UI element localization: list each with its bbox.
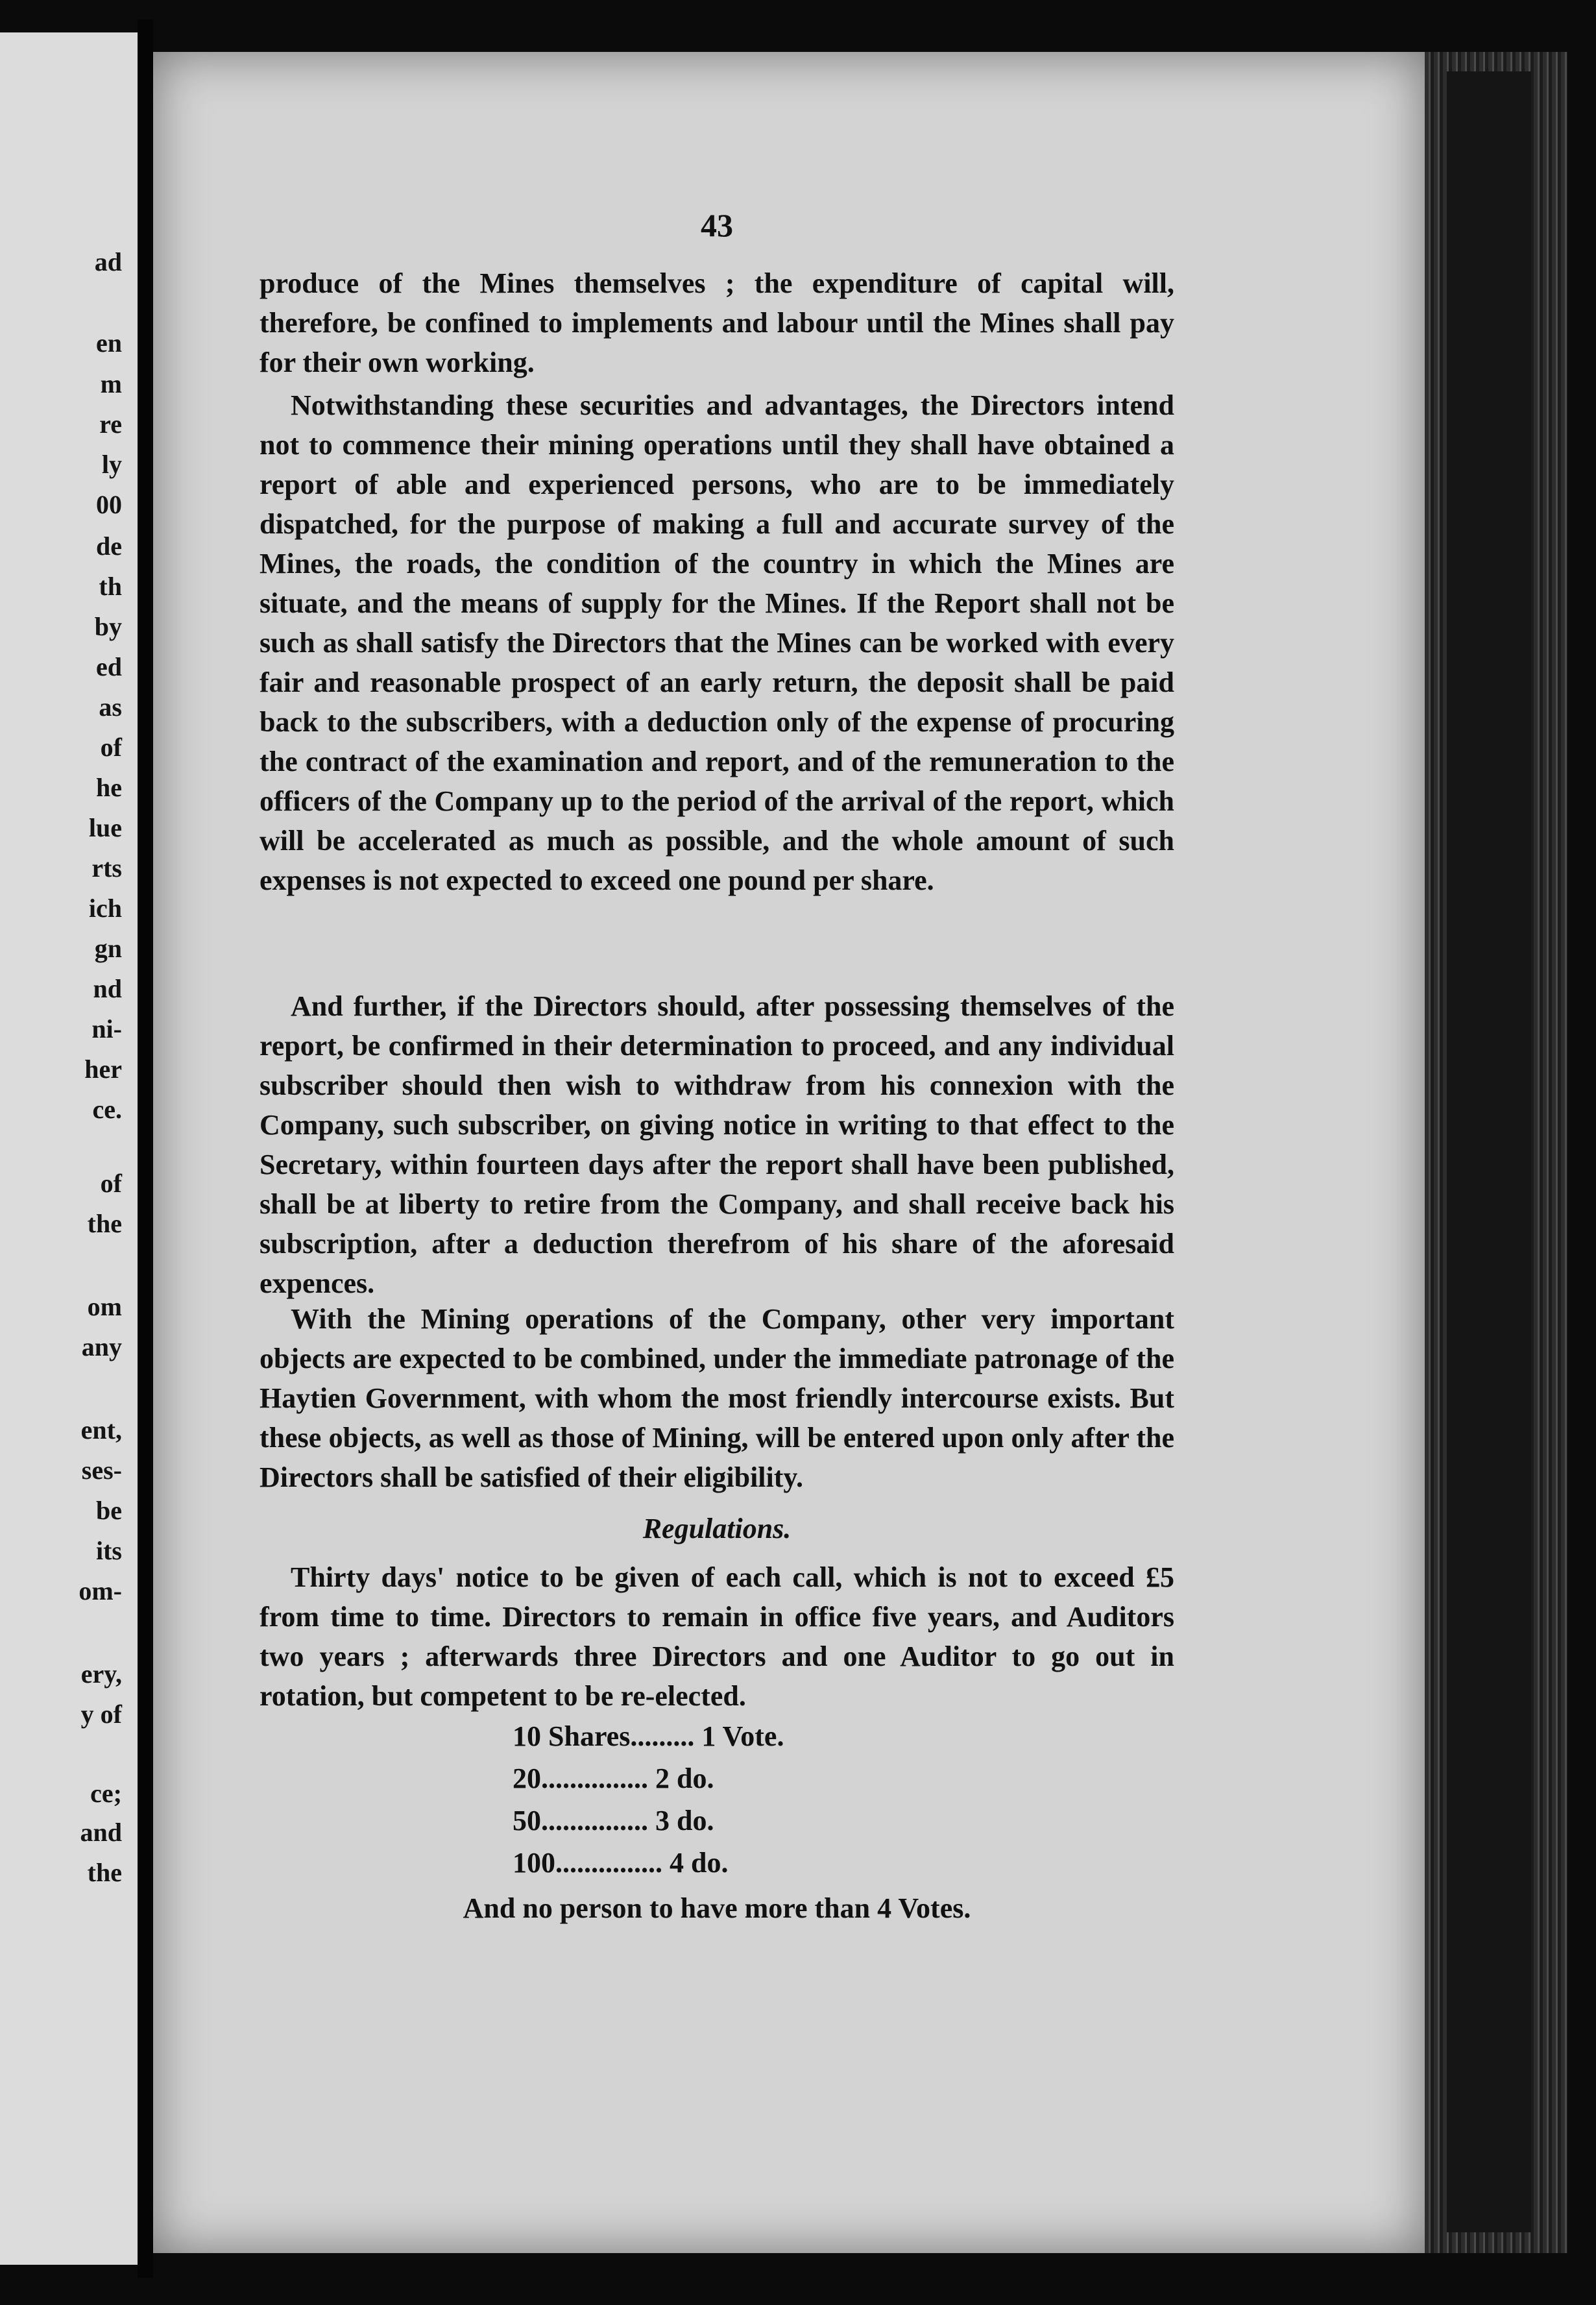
previous-page-fragment: om- bbox=[79, 1576, 122, 1605]
previous-page-fragment: ad bbox=[94, 247, 122, 276]
vote-row bbox=[513, 1762, 714, 1795]
previous-page-fragment: de bbox=[96, 531, 122, 561]
previous-page-fragment: any bbox=[81, 1332, 122, 1361]
previous-page-fragment: of bbox=[100, 733, 122, 762]
previous-page-fragment: the bbox=[87, 1858, 122, 1887]
vote-dots: ............... bbox=[541, 1762, 648, 1794]
previous-page-fragment: 00 bbox=[96, 490, 122, 519]
vote-count: 1 Vote. bbox=[701, 1720, 784, 1752]
previous-page-fragment: ery, bbox=[80, 1659, 122, 1689]
vote-row bbox=[513, 1804, 714, 1837]
previous-page-fragment: ce; bbox=[90, 1779, 122, 1808]
previous-page-fragment: ce. bbox=[92, 1095, 122, 1124]
previous-page-fragment: th bbox=[99, 572, 122, 601]
vote-row bbox=[513, 1846, 728, 1879]
paragraph-4: With the Mining operations of the Company, other very important objects are expected to be combined, under the immediate patronage of the Haytien Government, with whom the most friendly intercourse exists. But these objects, as well as those of Mining, will be entered upon only after the Directors shall be satisfied of their eligibility. bbox=[260, 1303, 1174, 1493]
previous-page-fragment: ich bbox=[88, 894, 122, 923]
previous-page-fragment: of bbox=[100, 1169, 122, 1198]
previous-page-fragment: be bbox=[96, 1496, 122, 1525]
vote-row bbox=[513, 1720, 784, 1753]
page-number: 43 bbox=[701, 207, 733, 243]
previous-page-fragment: ly bbox=[101, 450, 122, 479]
previous-page-fragment: as bbox=[99, 692, 122, 722]
previous-page-fragment: ed bbox=[96, 652, 122, 681]
previous-page-fragment: re bbox=[99, 409, 122, 439]
previous-page-fragment: nd bbox=[93, 974, 122, 1003]
previous-page-fragment: its bbox=[96, 1536, 122, 1565]
vote-dots: ......... bbox=[630, 1720, 695, 1752]
previous-page-fragment: lue bbox=[88, 813, 122, 842]
previous-page-edge bbox=[0, 32, 141, 2265]
paragraph-1: produce of the Mines themselves ; the expenditure of capital will, therefore, be confined to implements and labour until the Mines shall pay for their own working. bbox=[260, 267, 1174, 378]
previous-page-fragment: by bbox=[94, 612, 122, 641]
previous-page-fragment: om bbox=[87, 1292, 122, 1321]
paragraph-2: Notwithstanding these securities and advantages, the Directors intend not to commence their mining operations until they shall have obtained a report of able and experienced persons, who are to be immediately dispatched, for the purpose of making a full and accurate survey of the Mines, the roads, the condition of the country in which the Mines are situate, and the means of supply for the Mines. If the Report shall not be such as shall satisfy the Directors that the Mines can be worked with every fair and reasonable prospect of an early return, the deposit shall be paid back to the subscribers, with a deduction only of the expense of procuring the contract of the examination and report, and of the remuneration to the officers of the Company up to the period of the arrival of the report, which will be accelerated as much as possible, and the whole amount of such expenses is not expected to exceed one pound per share. bbox=[260, 389, 1174, 896]
vote-count: 4 do. bbox=[670, 1847, 729, 1879]
previous-page-fragment: y of bbox=[80, 1700, 122, 1729]
previous-page-fragment: m bbox=[100, 369, 122, 398]
previous-page-fragment: ses- bbox=[81, 1456, 122, 1485]
vote-shares: 10 Shares bbox=[513, 1720, 631, 1752]
previous-page-fragment: the bbox=[87, 1209, 122, 1238]
final-line: And no person to have more than 4 Votes. bbox=[463, 1892, 971, 1924]
previous-page-fragment: en bbox=[96, 328, 122, 358]
previous-page-fragment: rts bbox=[91, 853, 122, 883]
previous-page-fragment: her bbox=[84, 1055, 122, 1084]
previous-page-fragment: ni- bbox=[91, 1014, 122, 1043]
previous-page-fragment: gn bbox=[94, 934, 122, 963]
page-edges-shadow bbox=[1447, 71, 1531, 2232]
vote-count: 2 do. bbox=[655, 1762, 714, 1794]
vote-shares: 20 bbox=[513, 1762, 541, 1794]
vote-count: 3 do. bbox=[655, 1805, 714, 1836]
regulations-text: Thirty days' notice to be given of each call, which is not to exceed £5 from time to time. Directors to remain in office five years, and Auditors two years ; afterwards three Directors and one Auditor to go out in rotation, but competent to be re-elected. bbox=[260, 1561, 1174, 1712]
vote-shares: 100 bbox=[513, 1847, 555, 1879]
vote-shares: 50 bbox=[513, 1805, 541, 1836]
previous-page-fragment: he bbox=[96, 773, 122, 802]
previous-page-fragment: ent, bbox=[80, 1415, 122, 1445]
regulations-heading: Regulations. bbox=[642, 1513, 792, 1544]
paragraph-3: And further, if the Directors should, after possessing themselves of the report, be confirmed in their determination to proceed, and any individual subscriber should then wish to withdraw from his connexion with the Company, such subscriber, on giving notice in writing to that effect to the Secretary, within fourteen days after the report shall have been published, shall be at liberty to retire from the Company, and shall receive back his subscription, after a deduction therefrom of his share of the aforesaid expences. bbox=[260, 990, 1174, 1299]
book-gutter bbox=[138, 19, 153, 2278]
previous-page-fragment: and bbox=[80, 1818, 122, 1847]
vote-dots: ............... bbox=[555, 1847, 662, 1879]
vote-dots: ............... bbox=[541, 1805, 648, 1836]
